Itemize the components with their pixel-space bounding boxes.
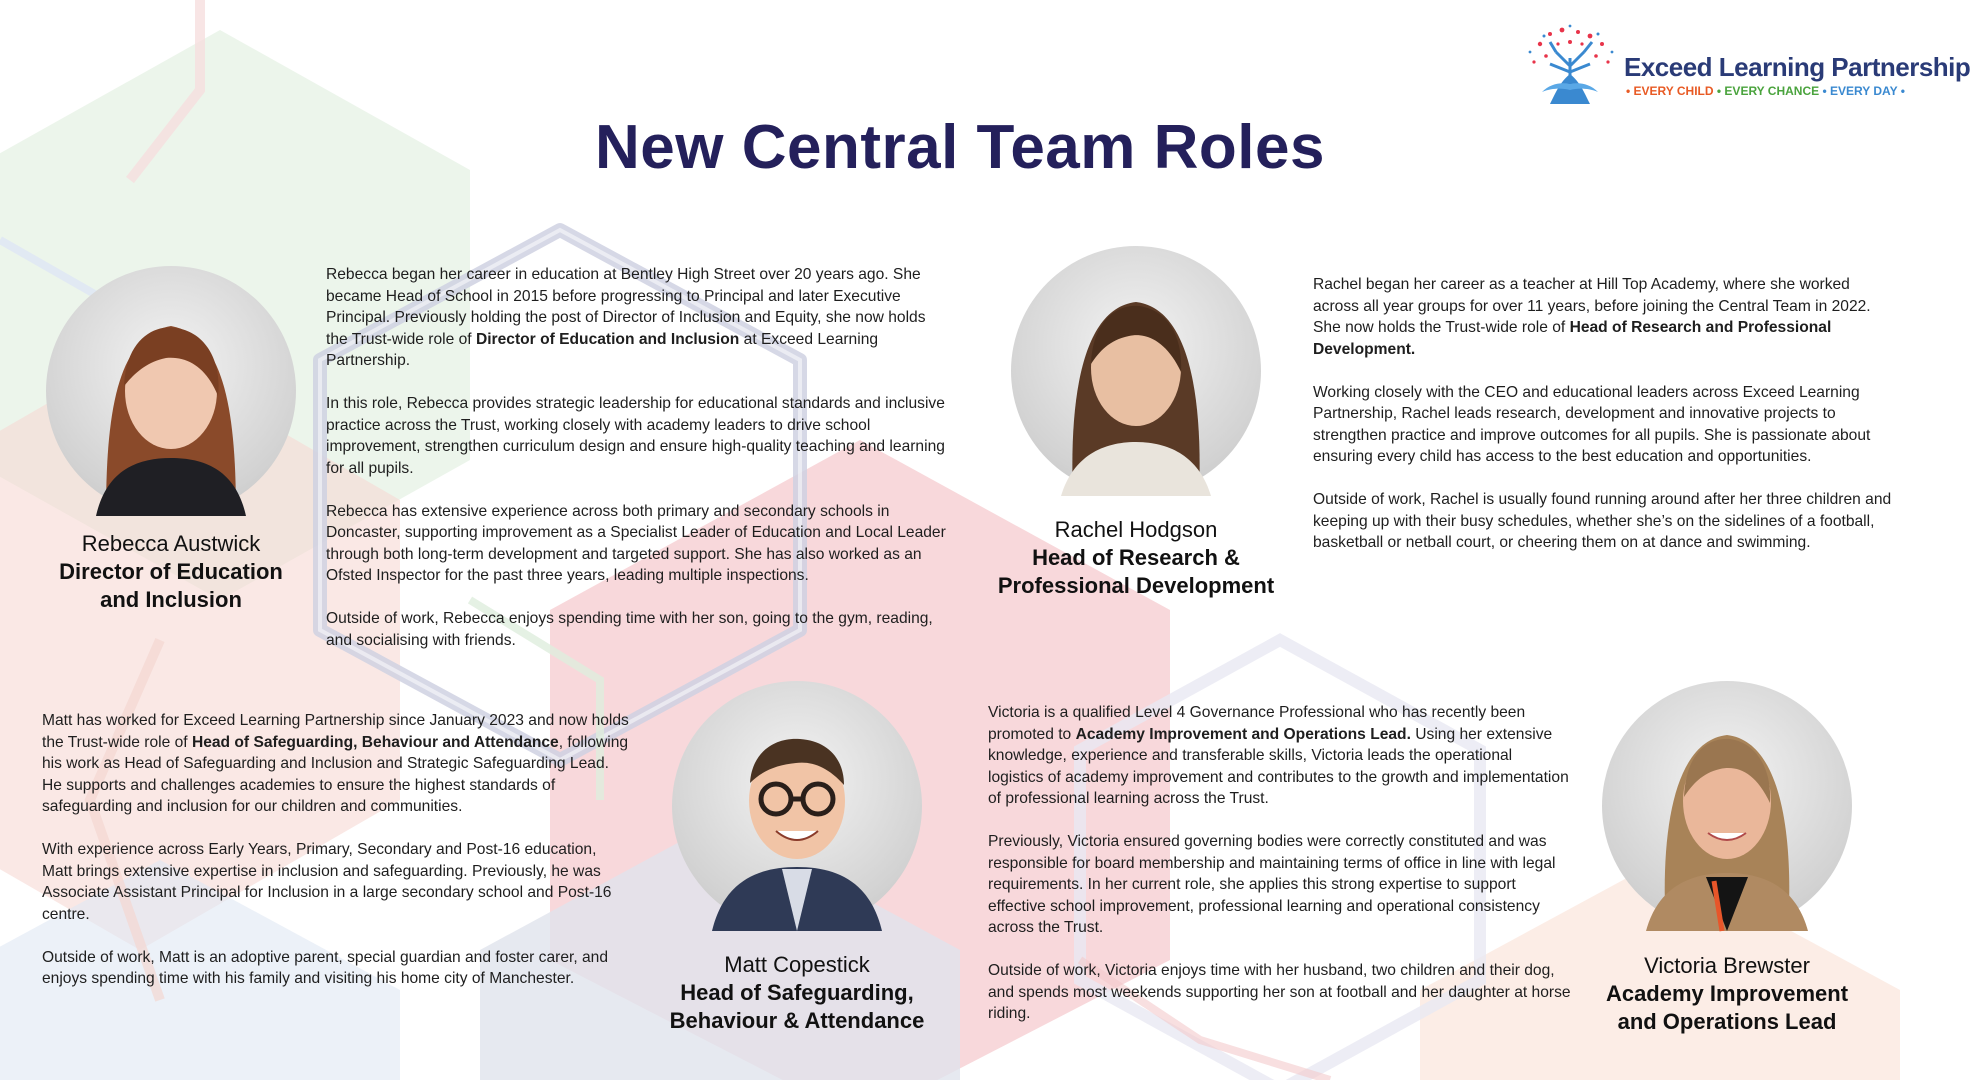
rebecca-role-line1: Director of Education [59,559,283,584]
matt-caption [652,951,942,1035]
rebecca-bio-p1: Rebecca began her career in education at Bentley High Street over 20 years ago. She became Head of School in 2015 before progressing to Principal and later Executive Principal. Previously holding the post of Director of Inclusion and Equity, she now holds the Trust-wide role of Director of Education and Inclusion at Exceed Learning Partnership. [326,266,926,369]
rebecca-bio [326,264,951,651]
victoria-role-line2: and Operations Lead [1617,1009,1837,1034]
rachel-caption [965,516,1307,600]
matt-bio [42,710,630,990]
rebecca-role-line2: and Inclusion [100,587,242,612]
victoria-bio-p1: Victoria is a qualified Level 4 Governance Professional who has recently been promoted to Academy Improvement and Operations Lead. Using her extensive knowledge, experience and transferable skills, Victoria leads the operational logistics of academy improvement and contributes to the growth and implementation of professional learning across the Trust. [988,704,1569,807]
matt-role-line1: Head of Safeguarding, [680,980,914,1005]
rebecca-caption [20,530,322,614]
matt-bio-p3: Outside of work, Matt is an adoptive parent, special guardian and foster carer, and enjoys spending time with his family and visiting his home city of Manchester. [42,948,609,987]
person-silhouette-icon [46,266,296,516]
matt-name: Matt Copestick [724,952,870,977]
victoria-bio [988,702,1571,1025]
logo-tagline: • EVERY CHILD • EVERY CHANCE • EVERY DAY • [1626,84,1905,98]
rachel-bio-p1: Rachel began her career as a teacher at Hill Top Academy, where she worked across all year groups for over 11 years, before joining the Central Team in 2022. She now holds the Trust-wide role of Head of Research and Professional Development. [1313,276,1871,358]
victoria-bio-p2: Previously, Victoria ensured governing bodies were correctly constituted and was responsible for board membership and maintaining terms of office in line with legal requirements. In her current role, she applies this strong expertise to support effective school improvement, professional learning and operational consistency across the Trust. [988,833,1556,936]
rachel-bio-p3: Outside of work, Rachel is usually found running around after her three children and keeping up with their busy schedules, whether she’s on the sidelines of a football, basketball or netball court, or cheering them on at dance and swimming. [1313,491,1892,551]
matt-bio-p2: With experience across Early Years, Primary, Secondary and Post-16 education, Matt brings extensive expertise in inclusion and safeguarding. Previously, he was Associate Assistant Principal for Inclusion in a large secondary school and Post-16 centre. [42,841,612,923]
rebecca-bio-p4: Outside of work, Rebecca enjoys spending time with her son, going to the gym, reading, and socialising with friends. [326,610,933,649]
person-silhouette-icon [1011,246,1261,496]
rebecca-bio-p2: In this role, Rebecca provides strategic leadership for educational standards and inclusive practice across the Trust, working closely with academy leaders to drive school improvement, strengthen curriculum design and ensure high-quality teaching and learning for all pupils. [326,395,945,477]
rachel-photo [1011,246,1261,496]
person-silhouette-icon [1602,681,1852,931]
rachel-role-line1: Head of Research & [1032,545,1240,570]
rachel-role-line2: Professional Development [997,573,1275,598]
matt-bio-p1: Matt has worked for Exceed Learning Partnership since January 2023 and now holds the Trust-wide role of Head of Safeguarding, Behaviour and Attendance, following his work as Head of Safeguarding and Inclusion and Strategic Safeguarding Lead. He supports and challenges academies to ensure the highest standards of safeguarding and inclusion for our children and communities. [42,712,629,815]
page-title: New Central Team Roles [595,113,1325,182]
rebecca-name: Rebecca Austwick [81,531,261,556]
victoria-name: Victoria Brewster [1644,953,1810,978]
rachel-bio [1313,274,1898,554]
victoria-role-line1: Academy Improvement [1605,981,1849,1006]
matt-role-line2: Behaviour & Attendance [669,1008,925,1033]
person-silhouette-icon [672,681,922,931]
victoria-bio-p3: Outside of work, Victoria enjoys time with her husband, two children and their dog, and spends most weekends supporting her son at football and her daughter at horse riding. [988,962,1571,1022]
matt-photo [672,681,922,931]
victoria-photo [1602,681,1852,931]
logo-name: Exceed Learning Partnership [1624,52,1970,82]
rebecca-photo [46,266,296,516]
victoria-caption [1585,952,1869,1036]
rachel-name: Rachel Hodgson [1054,517,1218,542]
rebecca-bio-p3: Rebecca has extensive experience across both primary and secondary schools in Doncaster, supporting improvement as a Specialist Leader of Education and Local Leader through both long-term development and targeted support. She has also worked as an Ofsted Inspector for the past three years, leading multiple inspections. [326,502,946,584]
rachel-bio-p2: Working closely with the CEO and educational leaders across Exceed Learning Partnership, Rachel leads research, development and innovative projects to strengthen practice and improve outcomes for all pupils. She is passionate about ensuring every child has access to the best education and opportunities. [1313,383,1871,465]
organisation-logo [1520,22,1970,112]
tree-hands-logo-icon [1520,22,1620,108]
